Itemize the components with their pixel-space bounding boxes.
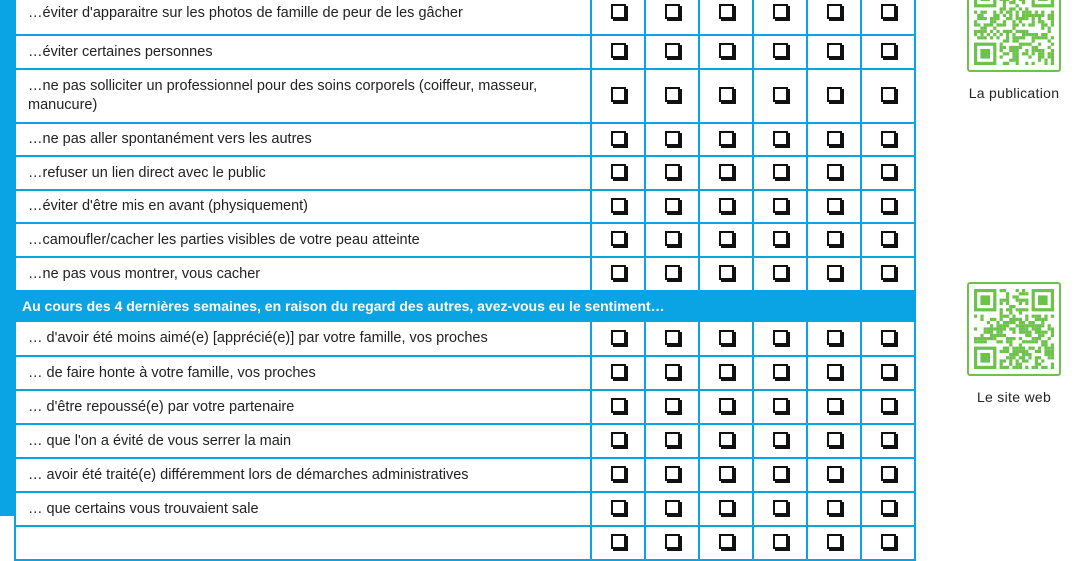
answer-cell (699, 424, 753, 458)
answer-cell (807, 69, 861, 123)
table-row (15, 0, 915, 35)
table-row (15, 123, 915, 156)
answer-cell (591, 123, 645, 156)
answer-cell (699, 69, 753, 123)
answer-checkbox[interactable] (665, 4, 680, 19)
answer-checkbox[interactable] (881, 231, 896, 246)
answer-checkbox[interactable] (719, 466, 734, 481)
answer-cell (753, 424, 807, 458)
answer-cell (591, 390, 645, 424)
answer-checkbox[interactable] (881, 265, 896, 280)
answer-checkbox[interactable] (773, 4, 788, 19)
answer-checkbox[interactable] (665, 198, 680, 213)
answer-cell (645, 492, 699, 526)
table-row (15, 492, 915, 526)
answer-cell (753, 458, 807, 492)
answer-checkbox[interactable] (827, 231, 842, 246)
answer-cell (861, 321, 915, 356)
answer-checkbox[interactable] (719, 534, 734, 549)
answer-cell (753, 257, 807, 291)
answer-cell (861, 356, 915, 390)
question-text: … de faire honte à votre famille, vos proches (15, 356, 591, 390)
answer-cell (861, 223, 915, 257)
answer-cell (753, 526, 807, 560)
qr-site-web (961, 282, 1067, 405)
answer-checkbox[interactable] (827, 364, 842, 379)
question-text: … que l'on a évité de vous serrer la main (15, 424, 591, 458)
answer-cell (807, 526, 861, 560)
answer-cell (753, 356, 807, 390)
answer-cell (645, 190, 699, 223)
answer-cell (861, 156, 915, 190)
question-text: …ne pas aller spontanément vers les autres (15, 123, 591, 156)
answer-checkbox[interactable] (719, 164, 734, 179)
qr-code-icon (974, 289, 1054, 369)
answer-checkbox[interactable] (665, 364, 680, 379)
answer-checkbox[interactable] (719, 4, 734, 19)
answer-checkbox[interactable] (881, 500, 896, 515)
answer-checkbox[interactable] (827, 432, 842, 447)
answer-checkbox[interactable] (773, 198, 788, 213)
answer-cell (861, 123, 915, 156)
question-text: …éviter d'apparaitre sur les photos de famille de peur de les gâcher (15, 0, 591, 35)
answer-cell (861, 69, 915, 123)
answer-checkbox[interactable] (665, 265, 680, 280)
answer-cell (807, 492, 861, 526)
table-row (15, 526, 915, 560)
answer-cell (645, 390, 699, 424)
answer-cell (591, 190, 645, 223)
answer-checkbox[interactable] (611, 500, 626, 515)
answer-checkbox[interactable] (773, 398, 788, 413)
question-text: …refuser un lien direct avec le public (15, 156, 591, 190)
answer-checkbox[interactable] (719, 364, 734, 379)
answer-checkbox[interactable] (611, 164, 626, 179)
answer-checkbox[interactable] (773, 364, 788, 379)
answer-cell (861, 526, 915, 560)
answer-checkbox[interactable] (881, 43, 896, 58)
answer-checkbox[interactable] (611, 231, 626, 246)
qr-code-icon (974, 0, 1054, 65)
answer-checkbox[interactable] (719, 398, 734, 413)
question-text: …ne pas vous montrer, vous cacher (15, 257, 591, 291)
answer-checkbox[interactable] (881, 398, 896, 413)
answer-checkbox[interactable] (827, 43, 842, 58)
answer-checkbox[interactable] (881, 4, 896, 19)
table-row (15, 356, 915, 390)
answer-checkbox[interactable] (665, 231, 680, 246)
answer-checkbox[interactable] (719, 500, 734, 515)
answer-cell (645, 321, 699, 356)
answer-cell (591, 321, 645, 356)
answer-cell (699, 223, 753, 257)
answer-cell (807, 0, 861, 35)
answer-checkbox[interactable] (881, 534, 896, 549)
answer-checkbox[interactable] (773, 265, 788, 280)
answer-checkbox[interactable] (665, 534, 680, 549)
answer-cell (753, 156, 807, 190)
answer-checkbox[interactable] (611, 330, 626, 345)
answer-checkbox[interactable] (881, 164, 896, 179)
answer-cell (861, 0, 915, 35)
questionnaire (14, 0, 916, 561)
table-row (15, 424, 915, 458)
answer-checkbox[interactable] (665, 330, 680, 345)
answer-cell (861, 35, 915, 69)
answer-cell (699, 356, 753, 390)
qr-frame (967, 282, 1061, 376)
answer-cell (591, 0, 645, 35)
table-row (15, 35, 915, 69)
answer-cell (807, 257, 861, 291)
answer-checkbox[interactable] (611, 534, 626, 549)
question-text (15, 526, 591, 560)
answer-checkbox[interactable] (881, 364, 896, 379)
answer-cell (861, 458, 915, 492)
answer-cell (645, 0, 699, 35)
answer-cell (753, 35, 807, 69)
answer-cell (861, 492, 915, 526)
qr-publication-caption: La publication (968, 85, 1060, 101)
answer-checkbox[interactable] (827, 198, 842, 213)
answer-checkbox[interactable] (719, 131, 734, 146)
answer-cell (753, 390, 807, 424)
table-row (15, 257, 915, 291)
answer-cell (645, 223, 699, 257)
question-text: …ne pas solliciter un professionnel pour des soins corporels (coiffeur, masseur, manucure) (15, 69, 591, 123)
answer-cell (807, 390, 861, 424)
question-text: …éviter d'être mis en avant (physiquement) (15, 190, 591, 223)
answer-cell (861, 424, 915, 458)
answer-checkbox[interactable] (719, 87, 734, 102)
answer-cell (807, 356, 861, 390)
answer-cell (699, 321, 753, 356)
answer-checkbox[interactable] (611, 364, 626, 379)
answer-checkbox[interactable] (773, 43, 788, 58)
table-row (15, 321, 915, 356)
answer-checkbox[interactable] (881, 87, 896, 102)
answer-checkbox[interactable] (665, 500, 680, 515)
answer-checkbox[interactable] (827, 534, 842, 549)
answer-cell (591, 69, 645, 123)
answer-checkbox[interactable] (611, 466, 626, 481)
answer-cell (645, 458, 699, 492)
answer-checkbox[interactable] (773, 131, 788, 146)
answer-checkbox[interactable] (773, 500, 788, 515)
answer-checkbox[interactable] (611, 432, 626, 447)
answer-checkbox[interactable] (827, 466, 842, 481)
answer-cell (699, 0, 753, 35)
answer-checkbox[interactable] (827, 398, 842, 413)
answer-checkbox[interactable] (665, 432, 680, 447)
answer-checkbox[interactable] (611, 198, 626, 213)
table-row (15, 223, 915, 257)
answer-checkbox[interactable] (773, 87, 788, 102)
answer-checkbox[interactable] (611, 398, 626, 413)
question-text: … d'avoir été moins aimé(e) [apprécié(e)] par votre famille, vos proches (15, 321, 591, 356)
question-text: …camoufler/cacher les parties visibles de votre peau atteinte (15, 223, 591, 257)
section-header: Au cours des 4 dernières semaines, en raison du regard des autres, avez-vous eu le sentiment… (15, 291, 915, 321)
table-row (15, 190, 915, 223)
answer-cell (591, 356, 645, 390)
table-row (15, 69, 915, 123)
answer-checkbox[interactable] (827, 87, 842, 102)
answer-checkbox[interactable] (773, 466, 788, 481)
answer-cell (699, 257, 753, 291)
answer-cell (645, 356, 699, 390)
answer-cell (753, 0, 807, 35)
answer-checkbox[interactable] (719, 231, 734, 246)
answer-checkbox[interactable] (827, 500, 842, 515)
questionnaire-table (14, 0, 916, 561)
answer-checkbox[interactable] (881, 198, 896, 213)
answer-cell (645, 35, 699, 69)
answer-cell (699, 526, 753, 560)
answer-cell (753, 223, 807, 257)
answer-cell (591, 424, 645, 458)
answer-checkbox[interactable] (719, 43, 734, 58)
answer-checkbox[interactable] (881, 131, 896, 146)
answer-checkbox[interactable] (665, 164, 680, 179)
answer-cell (753, 492, 807, 526)
answer-cell (699, 123, 753, 156)
answer-cell (645, 123, 699, 156)
answer-checkbox[interactable] (665, 131, 680, 146)
answer-cell (699, 390, 753, 424)
question-text: … que certains vous trouvaient sale (15, 492, 591, 526)
table-row (15, 390, 915, 424)
answer-checkbox[interactable] (665, 398, 680, 413)
answer-cell (807, 424, 861, 458)
answer-checkbox[interactable] (665, 87, 680, 102)
answer-cell (807, 35, 861, 69)
answer-checkbox[interactable] (719, 432, 734, 447)
answer-cell (861, 257, 915, 291)
answer-cell (699, 492, 753, 526)
section-header-row (15, 291, 915, 321)
answer-checkbox[interactable] (719, 265, 734, 280)
answer-checkbox[interactable] (773, 231, 788, 246)
answer-checkbox[interactable] (611, 4, 626, 19)
answer-checkbox[interactable] (827, 164, 842, 179)
question-text: …éviter certaines personnes (15, 35, 591, 69)
answer-checkbox[interactable] (719, 198, 734, 213)
answer-cell (699, 35, 753, 69)
answer-checkbox[interactable] (611, 265, 626, 280)
answer-cell (591, 35, 645, 69)
answer-cell (807, 156, 861, 190)
answer-cell (699, 190, 753, 223)
answer-cell (699, 458, 753, 492)
answer-checkbox[interactable] (773, 330, 788, 345)
answer-cell (591, 526, 645, 560)
answer-checkbox[interactable] (881, 432, 896, 447)
qr-publication (961, 0, 1067, 101)
table-row (15, 458, 915, 492)
answer-cell (807, 190, 861, 223)
answer-cell (591, 223, 645, 257)
answer-checkbox[interactable] (881, 330, 896, 345)
table-row (15, 156, 915, 190)
answer-checkbox[interactable] (773, 164, 788, 179)
answer-cell (807, 223, 861, 257)
answer-checkbox[interactable] (773, 432, 788, 447)
qr-frame (967, 0, 1061, 72)
answer-cell (591, 458, 645, 492)
answer-checkbox[interactable] (719, 330, 734, 345)
answer-cell (807, 458, 861, 492)
answer-checkbox[interactable] (611, 43, 626, 58)
answer-cell (753, 190, 807, 223)
qr-site-caption: Le site web (976, 389, 1052, 405)
answer-cell (645, 526, 699, 560)
answer-cell (591, 257, 645, 291)
answer-cell (645, 156, 699, 190)
answer-checkbox[interactable] (827, 131, 842, 146)
answer-cell (861, 390, 915, 424)
answer-cell (645, 257, 699, 291)
answer-checkbox[interactable] (773, 534, 788, 549)
answer-cell (753, 69, 807, 123)
answer-checkbox[interactable] (611, 131, 626, 146)
answer-cell (591, 156, 645, 190)
left-accent-bar (0, 0, 14, 516)
question-text: … avoir été traité(e) différemment lors de démarches administratives (15, 458, 591, 492)
answer-cell (807, 321, 861, 356)
answer-cell (807, 123, 861, 156)
answer-checkbox[interactable] (827, 4, 842, 19)
answer-cell (591, 492, 645, 526)
answer-cell (753, 123, 807, 156)
answer-cell (699, 156, 753, 190)
answer-checkbox[interactable] (827, 265, 842, 280)
answer-cell (753, 321, 807, 356)
answer-cell (645, 424, 699, 458)
answer-checkbox[interactable] (827, 330, 842, 345)
answer-checkbox[interactable] (611, 87, 626, 102)
answer-checkbox[interactable] (881, 466, 896, 481)
answer-checkbox[interactable] (665, 43, 680, 58)
question-text: … d'être repoussé(e) par votre partenaire (15, 390, 591, 424)
answer-cell (861, 190, 915, 223)
answer-cell (645, 69, 699, 123)
answer-checkbox[interactable] (665, 466, 680, 481)
